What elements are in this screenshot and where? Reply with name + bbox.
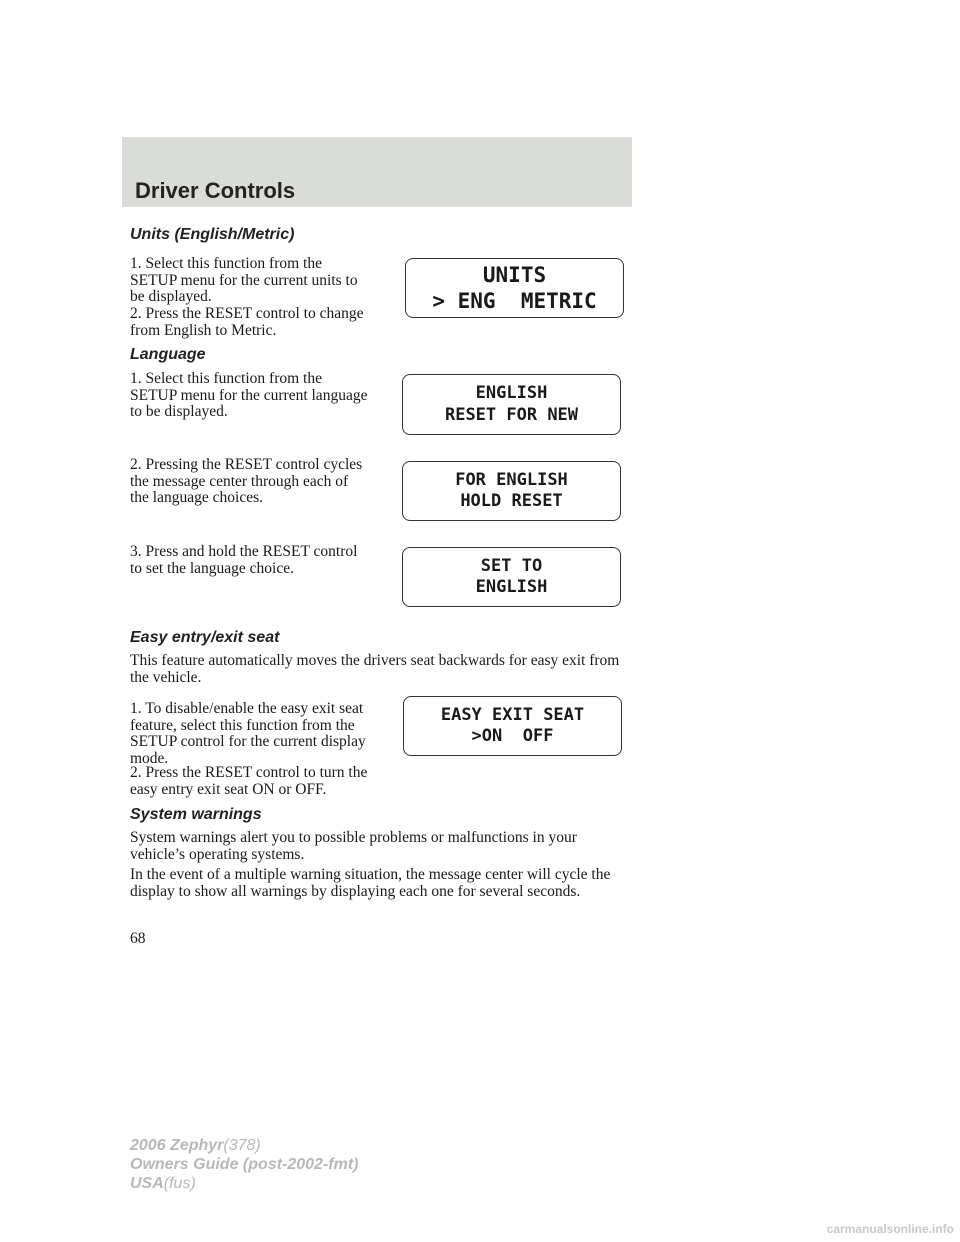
units-display-line-1: UNITS: [482, 262, 547, 287]
easy-entry-display-line-1: EASY EXIT SEAT: [440, 704, 585, 725]
language-display-select-line-2: RESET FOR NEW: [444, 404, 579, 425]
units-heading: Units (English/Metric): [130, 226, 295, 243]
footer: [130, 1136, 358, 1193]
footer-line-3: [130, 1174, 358, 1193]
easy-entry-display-line-2: >ON OFF: [471, 726, 554, 746]
footer-market: USA: [130, 1175, 164, 1192]
system-warnings-heading: System warnings: [130, 806, 262, 823]
units-step-2: 2. Press the RESET control to change from English to Metric.: [130, 305, 364, 339]
easy-entry-heading: Easy entry/exit seat: [130, 629, 280, 646]
footer-line-1: [130, 1136, 358, 1155]
footer-model: 2006 Zephyr: [130, 1137, 224, 1154]
language-step-1: 1. Select this function from the SETUP menu for the current language to be displayed.: [130, 370, 368, 420]
language-display-hold-line-1: FOR ENGLISH: [455, 469, 568, 490]
watermark: carmanualsonline.info: [826, 1222, 954, 1236]
easy-entry-step-1: 1. To disable/enable the easy exit seat feature, select this function from the SETUP control for the current display mode.: [130, 700, 366, 767]
language-step-2: 2. Pressing the RESET control cycles the message center through each of the language choices.: [130, 456, 363, 506]
language-display-hold: [402, 461, 621, 521]
units-step-1: 1. Select this function from the SETUP menu for the current units to be displayed.: [130, 255, 358, 305]
language-display-set-line-1: SET TO: [480, 555, 543, 576]
language-display-select: [402, 374, 621, 435]
units-display-line-2: > ENG METRIC: [432, 289, 597, 313]
section-title: Driver Controls: [135, 178, 296, 203]
language-display-set: [402, 547, 621, 607]
language-step-3: 3. Press and hold the RESET control to set the language choice.: [130, 543, 358, 577]
footer-line-2: Owners Guide (post-2002-fmt): [130, 1156, 359, 1173]
footer-market-code: (fus): [163, 1175, 196, 1192]
easy-entry-intro: This feature automatically moves the drivers seat backwards for easy exit from the vehicle.: [130, 652, 620, 686]
language-display-hold-line-2: HOLD RESET: [460, 491, 563, 511]
easy-entry-display: [403, 696, 622, 756]
language-heading: Language: [130, 346, 206, 363]
system-warnings-para-2: In the event of a multiple warning situation, the message center will cycle the display to show all warnings by displaying each one for several seconds.: [130, 866, 611, 900]
footer-model-code: (378): [223, 1137, 261, 1154]
language-display-set-line-2: ENGLISH: [475, 577, 548, 597]
page-number: 68: [130, 930, 146, 947]
system-warnings-para-1: System warnings alert you to possible problems or malfunctions in your vehicle’s operating systems.: [130, 829, 577, 863]
units-display: [405, 258, 624, 318]
language-display-select-line-1: ENGLISH: [475, 383, 548, 404]
easy-entry-step-2: 2. Press the RESET control to turn the easy entry exit seat ON or OFF.: [130, 764, 368, 798]
